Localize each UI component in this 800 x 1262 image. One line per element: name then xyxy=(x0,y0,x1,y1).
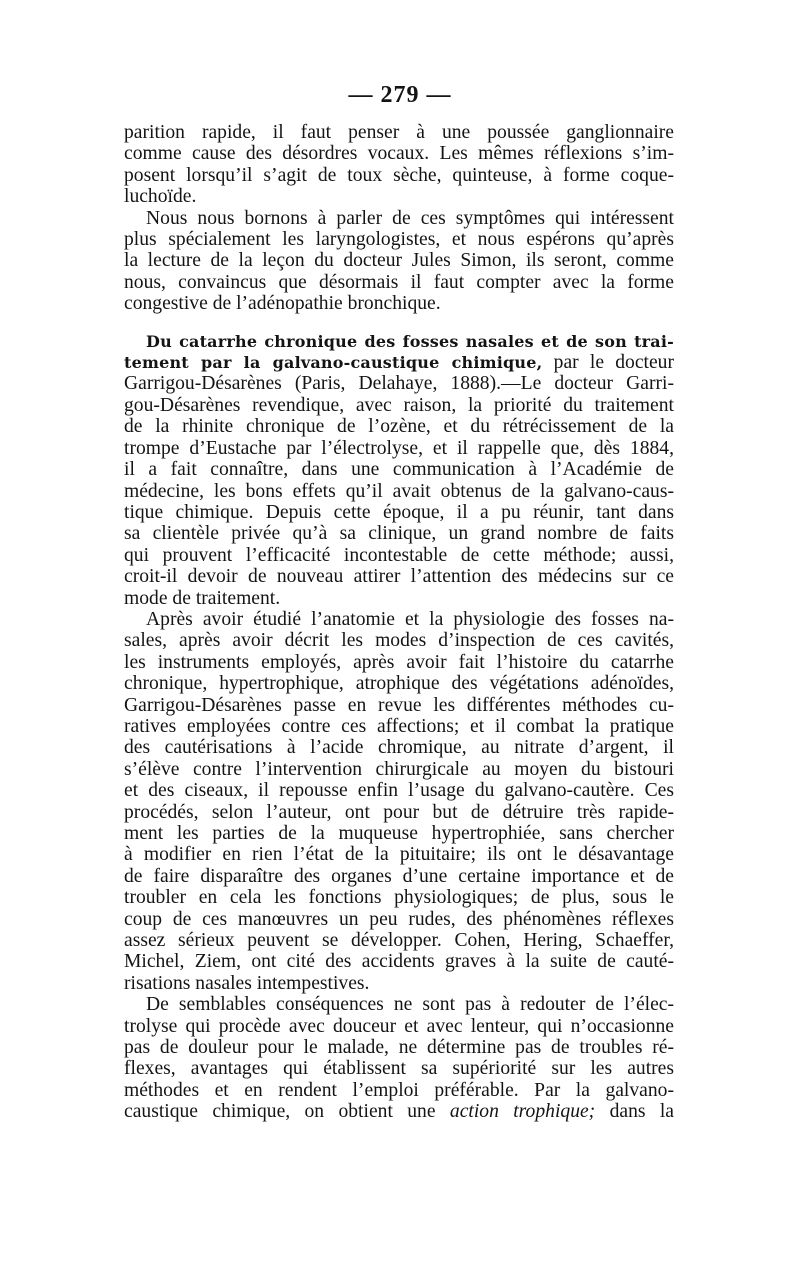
text-line: à modifier en rien l’état de la pituitaire; ils ont le désavantage xyxy=(124,844,674,866)
text-line: Nous nous bornons à parler de ces symptômes qui intéressent xyxy=(146,207,674,229)
text-line: procédés, selon l’auteur, ont pour but de détruire très rapide- xyxy=(124,801,674,823)
text-line: troubler en cela les fonctions physiologiques; de plus, sous le xyxy=(124,887,674,909)
text-line: sales, après avoir décrit les modes d’inspection de ces cavités, xyxy=(124,630,674,652)
text-line: ratives employées contre ces affections; et il combat la pratique xyxy=(124,715,674,737)
page-body xyxy=(124,122,674,1123)
review-title-bold: tement par la galvano-caustique chimique, xyxy=(124,353,543,373)
text-line: qui prouvent l’efficacité incontestable de cette méthode; aussi, xyxy=(124,544,674,566)
text-line: des cautérisations à l’acide chromique, au nitrate d’argent, il xyxy=(124,737,674,759)
text-line: assez sérieux peuvent se développer. Cohen, Hering, Schaeffer, xyxy=(124,930,674,952)
text-line: méthodes et en rendent l’emploi préférable. Par la galvano- xyxy=(124,1079,674,1101)
text-line: flexes, avantages qui établissent sa supériorité sur les autres xyxy=(124,1058,674,1080)
text-line: de faire disparaître des organes d’une certaine importance et de xyxy=(124,865,674,887)
text-line: comme cause des désordres vocaux. Les mêmes réflexions s’im- xyxy=(124,143,674,165)
final-line xyxy=(124,1101,674,1122)
text-line: s’élève contre l’intervention chirurgicale au moyen du bistouri xyxy=(124,758,674,780)
text-line: Garrigou-Désarènes passe en revue les différentes méthodes cu- xyxy=(124,694,674,716)
review-title: Du catarrhe chronique des fosses nasales et de son trai- xyxy=(146,331,674,351)
text-line: chronique, hypertrophique, atrophique des végétations adénoïdes, xyxy=(124,673,674,695)
text-line: Michel, Ziem, ont cité des accidents graves à la suite de cauté- xyxy=(124,951,674,973)
text-line: trolyse qui procède avec douceur et avec lenteur, qui n’occasionne xyxy=(124,1015,674,1037)
text-line: sa clientèle privée qu’à sa clinique, un grand nombre de faits xyxy=(124,523,674,545)
text-line: de la rhinite chronique de l’ozène, et du rétrécissement de la xyxy=(124,416,674,438)
text-line: congestive de l’adénopathie bronchique. xyxy=(124,293,441,315)
review-author-intro: par le docteur xyxy=(542,352,675,374)
final-line-start: caustique chimique, on obtient une xyxy=(124,1101,450,1123)
review-title-continuation xyxy=(124,352,674,373)
text-line: pas de douleur pour le malade, ne détermine pas de troubles ré- xyxy=(124,1037,674,1059)
text-line: Garrigou-Désarènes (Paris, Delahaye, 1888).—Le docteur Garri- xyxy=(124,373,674,395)
text-line: et des ciseaux, il repousse enfin l’usage du galvano-cautère. Ces xyxy=(124,780,674,802)
text-line: trompe d’Eustache par l’électrolyse, et il rappelle que, dès 1884, xyxy=(124,437,674,459)
text-line: les instruments employés, après avoir fait l’histoire du catarrhe xyxy=(124,651,674,673)
text-line: De semblables conséquences ne sont pas à redouter de l’élec- xyxy=(146,994,674,1016)
final-line-italic: action trophique; xyxy=(449,1101,596,1123)
text-line: tique chimique. Depuis cette époque, il a pu réunir, tant dans xyxy=(124,501,674,523)
text-line: la lecture de la leçon du docteur Jules Simon, ils seront, comme xyxy=(124,250,674,272)
text-line: médecine, les bons effets qu’il avait obtenus de la galvano-caus- xyxy=(124,480,674,502)
text-line: coup de ces manœuvres un peu rudes, des phénomènes réflexes xyxy=(124,908,674,930)
text-line: il a fait connaître, dans une communication à l’Académie de xyxy=(124,459,674,481)
final-line-end: dans la xyxy=(595,1101,674,1123)
text-line: gou-Désarènes revendique, avec raison, la priorité du traitement xyxy=(124,394,674,416)
text-line: croit-il devoir de nouveau attirer l’attention des médecins sur ce xyxy=(124,566,674,588)
text-line: luchoïde. xyxy=(124,186,197,208)
text-line: ment les parties de la muqueuse hypertrophiée, sans chercher xyxy=(124,823,674,844)
text-line: posent lorsqu’il s’agit de toux sèche, quinteuse, à forme coque- xyxy=(124,164,674,186)
text-line: nous, convaincus que désormais il faut compter avec la forme xyxy=(124,271,674,293)
text-line: plus spécialement les laryngologistes, et nous espérons qu’après xyxy=(124,229,674,251)
text-line: Après avoir étudié l’anatomie et la physiologie des fosses na- xyxy=(146,608,674,630)
text-line: parition rapide, il faut penser à une poussée ganglionnaire xyxy=(124,122,674,143)
text-line: risations nasales intempestives. xyxy=(124,972,370,994)
section-gap xyxy=(124,315,674,331)
text-line: mode de traitement. xyxy=(124,587,281,609)
page-number: — 279 — xyxy=(348,82,452,108)
